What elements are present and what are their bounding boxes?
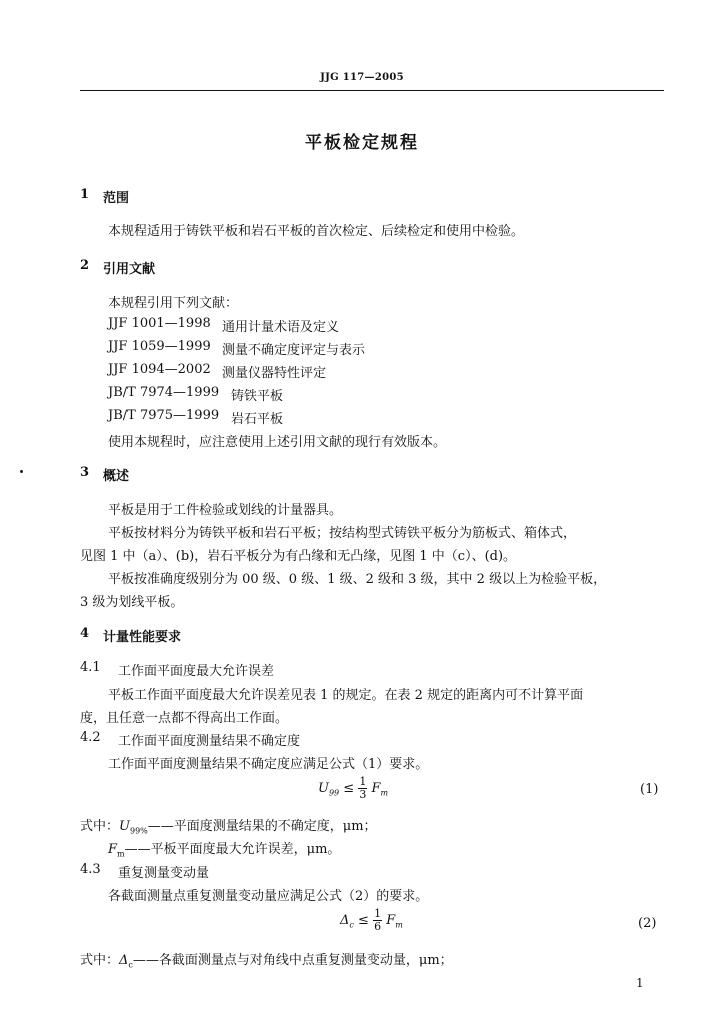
formula-1-where-2: $F_m——$平板平面度最大允许误差，μm。: [108, 842, 341, 859]
section-1-title: 范围: [103, 191, 130, 206]
reference-name: 通用计量术语及定义: [222, 320, 340, 335]
references-note: 使用本规程时，应注意使用上述引用文献的现行有效版本。: [108, 435, 447, 450]
subsection-4-2-text: 工作面平面度测量结果不确定度应满足公式（1）要求。: [108, 757, 429, 772]
section-2-title: 引用文献: [103, 262, 156, 277]
section-3-paragraph-2-line-2: 见图 1 中（a）、(b)，岩石平板分为有凸缘和无凸缘，见图 1 中（c）、(d)。: [80, 549, 517, 564]
subsection-4-3-title: 重复测量变动量: [118, 866, 210, 881]
formula-1-where-1: 式中：$U_{99\%}——$平面度测量结果的不确定度，μm；: [80, 819, 377, 836]
subsection-4-1-title: 工作面平面度最大允许误差: [118, 664, 275, 679]
section-4-title: 计量性能要求: [103, 630, 182, 645]
subsection-4-1-line-2: 度，且任意一点都不得高出工作面。: [80, 711, 289, 726]
section-3-paragraph-1: 平板是用于工件检验或划线的计量器具。: [108, 503, 343, 518]
subsection-4-2-number: 4.2: [80, 730, 101, 745]
section-3-paragraph-2-line-1: 平板按材料分为铸铁平板和岩石平板；按结构型式铸铁平板分为筋板式、箱体式，: [108, 526, 577, 541]
page-title: 平板检定规程: [305, 133, 419, 153]
section-1-number: 1: [80, 187, 90, 202]
reference-code: JJF 1001—1998: [108, 316, 211, 331]
reference-code: JB/T 7974—1999: [108, 385, 220, 400]
reference-name: 岩石平板: [231, 412, 284, 427]
formula-1: $U_{99}$ ≤ $\frac{1}{3}$ $F_m$: [318, 775, 389, 801]
formula-2-label: (2): [638, 916, 657, 931]
section-3-title: 概述: [103, 469, 130, 484]
section-1-text: 本规程适用于铸铁平板和岩石平板的首次检定、后续检定和使用中检验。: [108, 224, 525, 239]
reference-code: JB/T 7975—1999: [108, 408, 220, 423]
formula-1-label: (1): [640, 782, 659, 797]
document-code-header: JJG 117—2005: [320, 72, 404, 83]
formula-2: $\Delta_c$ ≤ $\frac{1}{6}$ $F_m$: [340, 907, 403, 933]
reference-name: 铸铁平板: [231, 389, 284, 404]
formula-2-where-1: 式中：$\Delta_c——$各截面测量点与对角线中点重复测量变动量，μm；: [80, 953, 453, 970]
margin-mark: [20, 470, 23, 473]
page-number: 1: [636, 976, 644, 990]
header-rule: [80, 90, 664, 91]
reference-name: 测量仪器特性评定: [222, 366, 327, 381]
section-2-number: 2: [80, 258, 90, 273]
section-3-number: 3: [80, 465, 90, 480]
reference-code: JJF 1094—2002: [108, 362, 211, 377]
subsection-4-3-text: 各截面测量点重复测量变动量应满足公式（2）的要求。: [108, 889, 429, 904]
subsection-4-1-line-1: 平板工作面平面度最大允许误差见表 1 的规定。在表 2 规定的距离内可不计算平面: [108, 688, 584, 703]
section-3-paragraph-3-line-2: 3 级为划线平板。: [80, 595, 184, 610]
references-intro: 本规程引用下列文献：: [108, 296, 239, 311]
reference-name: 测量不确定度评定与表示: [222, 343, 366, 358]
subsection-4-3-number: 4.3: [80, 862, 101, 877]
subsection-4-2-title: 工作面平面度测量结果不确定度: [118, 734, 301, 749]
section-3-paragraph-3-line-1: 平板按准确度级别分为 00 级、0 级、1 级、2 级和 3 级，其中 2 级以上为检验平板，: [108, 572, 607, 587]
subsection-4-1-number: 4.1: [80, 660, 101, 675]
reference-code: JJF 1059—1999: [108, 339, 211, 354]
section-4-number: 4: [80, 626, 90, 641]
